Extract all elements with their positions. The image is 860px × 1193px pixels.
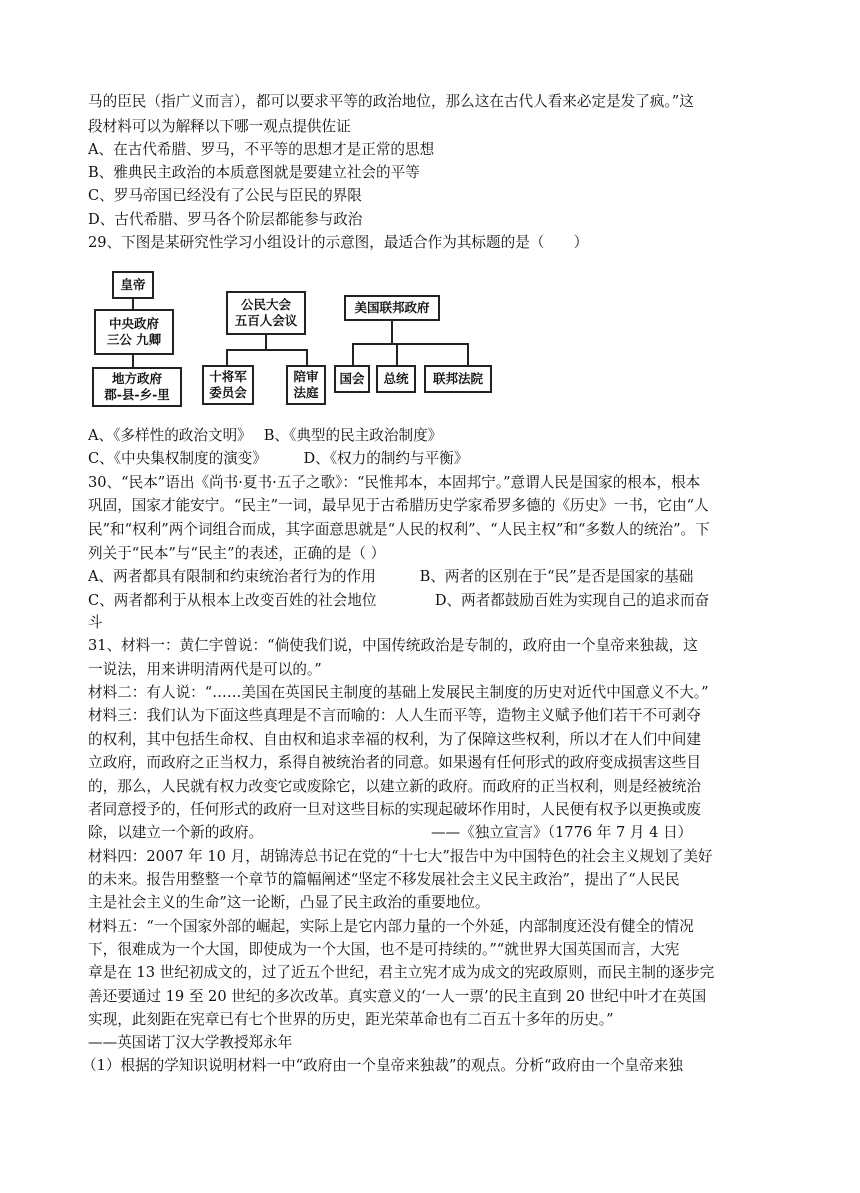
label-central-gov: 中央政府 <box>108 316 159 331</box>
text-line: 列关于“民本”与“民主”的表述，正确的是（ ） <box>88 545 386 562</box>
label-federal-court: 联邦法院 <box>432 371 483 386</box>
text-line: 材料五：“一个国家外部的崛起，实际上是它内部力量的一个外延，内部制度还没有健全的情况 <box>88 918 694 935</box>
text-line: 下，很难成为一个大国，即使成为一个大国，也不是可持续的。”“就世界大国英国而言，大宪 <box>88 941 680 958</box>
text-line: 的，那么，人民就有权力改变它或废除它，以建立新的政府。而政府的正当权利，则是经被统治 <box>88 778 701 795</box>
text-line: D、古代希腊、罗马各个阶层都能参与政治 <box>88 211 363 228</box>
label-council-500: 五百人会议 <box>234 313 298 328</box>
text-line: A、《多样性的政治文明》 B、《典型的民主政治制度》 <box>88 427 443 444</box>
label-court: 法庭 <box>293 385 319 400</box>
text-line: 材料二：有人说：“……美国在英国民主制度的基础上发展民主制度的历史对近代中国意义不大。” <box>88 684 709 701</box>
text-line: 章是在 13 世纪初成文的，过了近五个世纪，君主立宪才成为成文的宪政原则，而民主制的逐步完 <box>88 964 715 981</box>
box-us-federal <box>344 295 440 321</box>
box-congress <box>334 365 370 393</box>
box-assembly <box>226 291 306 335</box>
box-local-gov <box>92 367 182 407</box>
text-line: B、雅典民主政治的本质意图就是要建立社会的平等 <box>88 164 420 181</box>
label-assembly: 公民大会 <box>240 297 291 312</box>
text-line: 者同意授予的，任何形式的政府一旦对这些目标的实现起破坏作用时，人民便有权予以更换或废 <box>88 801 701 818</box>
text-line: A、两者都具有限制和约束统治者行为的作用 B、两者的区别在于“民”是否是国家的基础 <box>88 568 694 585</box>
text-line: 段材料可以为解释以下哪一观点提供佐证 <box>88 118 351 135</box>
text-line: 斗 <box>88 614 103 631</box>
text-line: 一说法，用来讲明清两代是可以的。” <box>88 661 322 678</box>
text-line: ——英国诺丁汉大学教授郑永年 <box>88 1034 293 1051</box>
box-central-gov <box>94 309 174 355</box>
label-county-chain: 郡-县-乡-里 <box>104 387 170 402</box>
text-line: 30、“民本”语出《尚书·夏书·五子之歌》：“民惟邦本，本固邦宁。”意谓人民是国家的根本，根本 <box>88 474 701 491</box>
box-president <box>376 365 416 393</box>
box-emperor <box>112 271 154 299</box>
label-emperor: 皇帝 <box>120 277 146 292</box>
text-line: 立政府，而政府之正当权力，系得自被统治者的同意。如果遏有任何形式的政府变成损害这些目 <box>88 754 701 771</box>
label-congress: 国会 <box>339 371 365 386</box>
text-line: 马的臣民（指广义而言），都可以要求平等的政治地位，那么这在古代人看来必定是发了疯。”这 <box>88 93 694 110</box>
text-line: 实现，此刻距在宪章已有七个世界的历史，距光荣革命也有二百五十多年的历史。” <box>88 1011 614 1028</box>
text-line: 巩固，国家才能安宁。“民主”一词，最早见于古希腊历史学家希罗多德的《历史》一书，它由“人 <box>88 497 709 514</box>
box-federal-court <box>424 365 492 393</box>
text-line: 除，以建立一个新的政府。 ——《独立宣言》（1776 年 7 月 4 日） <box>88 824 693 841</box>
text-line: A、在古代希腊、罗马，不平等的思想才是正常的思想 <box>88 141 435 158</box>
text-line: 善还要通过 19 至 20 世纪的多次改革。真实意义的‘一人一票’的民主直到 20 世纪中叶才在英国 <box>88 988 707 1005</box>
label-us-federal: 美国联邦政府 <box>354 300 430 315</box>
text-line: 的未来。报告用整整一个章节的篇幅阐述“坚定不移发展社会主义民主政治”，提出了“人民民 <box>88 871 680 888</box>
text-line: 31、材料一：黄仁宇曾说：“倘使我们说，中国传统政治是专制的，政府由一个皇帝来独裁，这 <box>88 637 698 654</box>
label-jury: 陪审 <box>293 369 319 384</box>
label-local-gov: 地方政府 <box>111 371 162 386</box>
text-line: 29、下图是某研究性学习小组设计的示意图，最适合作为其标题的是（ ） <box>88 234 589 251</box>
box-generals <box>202 365 254 405</box>
diagram-figure <box>86 263 506 413</box>
label-generals: 十将军 <box>209 369 247 384</box>
text-line: 主是社会主义的生命”这一论断，凸显了民主政治的重要地位。 <box>88 894 490 911</box>
text-line: （1）根据的学知识说明材料一中“政府由一个皇帝来独裁”的观点。分析“政府由一个皇帝来独 <box>82 1057 683 1074</box>
text-line: 的权利，其中包括生命权、自由权和追求幸福的权利，为了保障这些权利，所以才在人们中间建 <box>88 731 701 748</box>
text-line: 材料三：我们认为下面这些真理是不言而喻的：人人生而平等，造物主义赋予他们若干不可剥夺 <box>88 707 701 724</box>
text-line: 民”和“权利”两个词组合而成，其字面意思就是“人民的权利”、“人民主权”和“多数人的统治”。下 <box>88 521 710 538</box>
label-committee: 委员会 <box>209 385 247 400</box>
text-line: C、《中央集权制度的演变》 D、《权力的制约与平衡》 <box>88 450 469 467</box>
text-line: C、两者都利于从根本上改变百姓的社会地位 D、两者都鼓励百姓为实现自己的追求而奋 <box>88 592 710 609</box>
text-line: C、罗马帝国已经没有了公民与臣民的界限 <box>88 187 362 204</box>
label-three-lords: 三公 九卿 <box>106 332 162 347</box>
label-president: 总统 <box>383 371 409 386</box>
box-court <box>286 365 326 405</box>
text-line: 材料四：2007 年 10 月，胡锦涛总书记在党的“十七大”报告中为中国特色的社会主义规划了美好 <box>88 848 713 865</box>
